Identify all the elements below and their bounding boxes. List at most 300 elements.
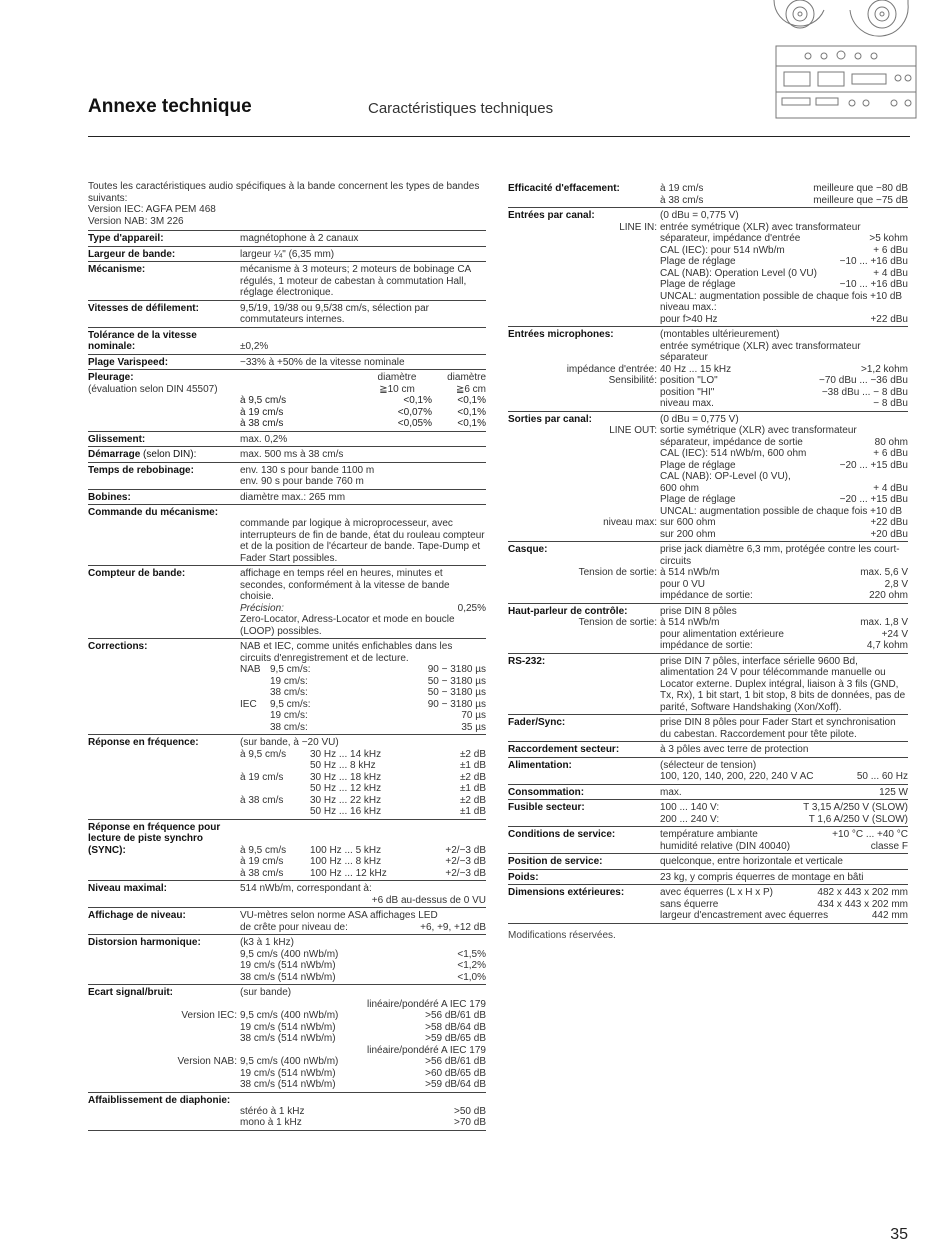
spec-power-supply	[508, 758, 908, 785]
headphones-row	[660, 567, 908, 579]
max-level-line-2: +6 dB au-dessus de 0 VU	[371, 894, 486, 906]
spec-value	[578, 544, 908, 602]
snr-nab-value: >59 dB/64 dB	[425, 1079, 486, 1090]
spec-value: prise DIN 8 pôles pour Fader Start et synchronisation du cabestan. Raccordement pour tête pilote.	[660, 717, 896, 740]
outputs-line-1: sortie symétrique (XLR) avec transformateur	[660, 425, 857, 436]
monitor-value: +24 V	[881, 628, 908, 640]
freq-row	[240, 749, 486, 761]
distortion-label: 19 cm/s (514 nWb/m)	[240, 960, 336, 971]
inputs-value: + 4 dBu	[873, 267, 908, 279]
mic-impedance-value: >1,2 kohm	[861, 363, 908, 375]
headphones-label: pour 0 VU	[660, 578, 706, 590]
erase-rows	[660, 183, 908, 206]
headphones-voltage-label: Tension de sortie:	[578, 567, 657, 578]
fuse-label: 100 ... 140 V:	[660, 802, 720, 813]
outputs-max-rows	[660, 517, 908, 540]
snr-iec	[181, 1010, 486, 1045]
snr-nab-label: Version NAB:	[177, 1056, 237, 1067]
outputs2-row	[660, 494, 908, 506]
level-display-values: +6, +9, +12 dB	[420, 921, 486, 933]
inputs-value: >5 kohm	[869, 233, 908, 244]
correction-row	[240, 699, 486, 711]
spec-value	[660, 760, 908, 783]
spec-label: Fader/Sync:	[508, 717, 566, 728]
freq-range: 50 Hz ... 12 kHz	[310, 783, 382, 794]
dimensions-rows	[660, 887, 908, 922]
conditions-row	[660, 841, 908, 853]
snr-iec-row	[240, 1022, 486, 1034]
correction-value: 70 µs	[461, 710, 486, 721]
spec-speeds	[88, 301, 486, 328]
crosstalk-row	[240, 1117, 486, 1129]
headphones-rows	[660, 567, 908, 602]
tape-recorder-illustration	[766, 0, 926, 122]
dimensions-label: largeur d'encastrement avec équerres	[660, 910, 829, 921]
dimensions-value: 434 x 443 x 202 mm	[817, 898, 908, 910]
wow-row	[88, 418, 486, 430]
spec-value	[660, 829, 908, 852]
crosstalk-rows	[240, 1106, 486, 1129]
wow-value-10cm: <0,05%	[397, 418, 432, 429]
wow-head-1b: ≧10 cm	[379, 383, 415, 395]
spec-varispeed	[88, 355, 486, 371]
spec-value	[240, 568, 486, 637]
correction-standard	[240, 710, 270, 722]
spec-label: Compteur de bande:	[88, 568, 186, 579]
consumption-value: 125 W	[879, 786, 908, 798]
spec-type	[88, 231, 486, 247]
spec-weight	[508, 870, 908, 886]
spec-inputs	[508, 208, 908, 327]
dimensions-label: avec équerres (L x H x P)	[660, 887, 774, 898]
mic-value: − 8 dBu	[873, 398, 908, 409]
wow-speed: à 19 cm/s	[240, 406, 284, 418]
correction-value: 90 − 3180 µs	[427, 664, 486, 675]
spec-value: max. 500 ms à 38 cm/s	[240, 449, 344, 460]
freq-tol: ±1 dB	[459, 806, 486, 817]
distortion-row	[240, 960, 486, 972]
freq-row	[240, 783, 486, 795]
headphones-row	[660, 579, 908, 591]
spec-label: Distorsion harmonique:	[88, 937, 201, 948]
wow-head-1: diamètre	[377, 372, 417, 383]
counter-precision	[240, 603, 486, 615]
wow-value-6cm: <0,1%	[457, 395, 486, 406]
mic-label: position "HI"	[660, 386, 715, 398]
outputs-label: séparateur, impédance de sortie	[660, 436, 803, 448]
spec-outputs	[508, 412, 908, 543]
mic-row	[660, 387, 908, 399]
erase-label: à 19 cm/s	[660, 183, 704, 194]
spec-speed-tolerance	[88, 328, 486, 355]
outputs-max-label: sur 600 ohm	[660, 517, 716, 528]
spec-value	[240, 883, 486, 906]
fuse-label: 200 ... 240 V:	[660, 813, 720, 825]
freq-range: 50 Hz ... 8 kHz	[310, 760, 376, 771]
wow-speed: à 9,5 cm/s	[240, 395, 287, 406]
mic-impedance-range: 40 Hz ... 15 kHz	[660, 363, 732, 375]
outputs-label: Plage de réglage	[660, 459, 736, 471]
counter-desc-2: Zero-Locator, Adress-Locator et mode en boucle (LOOP) possibles.	[240, 614, 455, 637]
monitor-value: 4,7 kohm	[866, 640, 908, 651]
freq-range: 50 Hz ... 16 kHz	[310, 806, 382, 817]
inputs-row	[660, 245, 908, 257]
spec-frequency-response	[88, 735, 486, 820]
freq-tol: ±1 dB	[459, 760, 486, 771]
mic-sensitivity-label: Sensibilité:	[608, 375, 657, 386]
spec-crosstalk	[88, 1093, 486, 1131]
freq-row	[240, 806, 486, 818]
spec-value: magnétophone à 2 canaux	[240, 233, 359, 244]
fuse-rows	[660, 802, 908, 825]
spec-label: Conditions de service:	[508, 829, 616, 840]
snr-iec-row	[240, 1033, 486, 1045]
freq-range: 30 Hz ... 18 kHz	[310, 771, 382, 783]
correction-standard	[240, 676, 270, 688]
freq-row	[240, 772, 486, 784]
header-rule	[88, 136, 910, 137]
correction-speed: 9,5 cm/s:	[270, 698, 311, 710]
inputs-label: CAL (NAB): Operation Level (0 VU)	[660, 267, 817, 279]
sync-speed: à 19 cm/s	[240, 856, 284, 867]
rewind-line-1: env. 130 s pour bande 1100 m	[240, 464, 375, 476]
mic-label: niveau max.	[660, 398, 714, 409]
power-line-1: (sélecteur de tension)	[660, 759, 757, 771]
inputs-value: −10 ... +16 dBu	[839, 256, 908, 267]
distortion-rows	[240, 949, 486, 984]
sync-range: 100 Hz ... 5 kHz	[310, 844, 382, 856]
sync-rows	[240, 845, 486, 880]
spec-value: largeur ¼" (6,35 mm)	[240, 248, 335, 260]
snr-nab-rows	[240, 1056, 486, 1091]
snr-weighting: linéaire/pondéré A IEC 179	[367, 998, 486, 1010]
outputs-row	[660, 460, 908, 472]
spec-dimensions	[508, 885, 908, 924]
wow-spacer	[88, 395, 240, 407]
spec-value	[177, 987, 486, 1091]
inputs-label: séparateur, impédance d'entrée	[660, 233, 801, 244]
spec-label: Glissement:	[88, 433, 146, 445]
outputs-value: 80 ohm	[874, 436, 908, 448]
monitor-row	[660, 640, 908, 652]
snr-iec-label: 9,5 cm/s (400 nWb/m)	[240, 1010, 339, 1021]
sync-speed: à 9,5 cm/s	[240, 844, 287, 856]
corrections-rows	[240, 664, 486, 733]
wow-speed: à 38 cm/s	[240, 418, 284, 429]
outputs2-value: + 4 dBu	[873, 482, 908, 494]
correction-standard	[240, 687, 270, 699]
spec-corrections	[88, 639, 486, 735]
corrections-desc: NAB et IEC, comme unités enfichables dans les circuits d'enregistrement et de lecture.	[240, 641, 453, 664]
erase-row	[660, 183, 908, 195]
wow-value-6cm: <0,1%	[457, 418, 486, 429]
spec-label: Pleurage:	[88, 372, 134, 383]
freq-range: 30 Hz ... 14 kHz	[310, 748, 382, 760]
outputs-head: (0 dBu = 0,775 V)	[660, 413, 739, 425]
inputs-row	[660, 268, 908, 280]
distortion-row	[240, 949, 486, 961]
level-display-line-2: de crête pour niveau de:	[240, 921, 348, 933]
spec-label: Réponse en fréquence:	[88, 737, 199, 748]
correction-value: 90 − 3180 µs	[427, 698, 486, 710]
erase-value: meilleure que −75 dB	[813, 194, 908, 206]
spec-value: ±0,2%	[240, 340, 269, 352]
spec-value	[660, 787, 908, 799]
wow-value-6cm: <0,1%	[457, 406, 486, 418]
inputs-row	[660, 256, 908, 268]
mic-label: position "LO"	[660, 375, 718, 386]
outputs2-value: −20 ... +15 dBu	[839, 494, 908, 505]
spec-mic-inputs	[508, 327, 908, 412]
spec-fuse	[508, 800, 908, 827]
correction-standard: IEC	[240, 698, 257, 710]
counter-desc: affichage en temps réel en heures, minutes et secondes, conformément à la vitesse de bande choisie.	[240, 568, 450, 602]
spec-value	[240, 465, 486, 488]
correction-standard	[240, 722, 270, 734]
spec-label: Mécanisme:	[88, 264, 146, 275]
wow-value-10cm: <0,07%	[397, 406, 432, 418]
freq-speed	[240, 806, 310, 818]
spec-label: Plage Varispeed:	[88, 356, 169, 368]
conditions-value: +10 °C ... +40 °C	[832, 829, 908, 840]
sync-row	[240, 868, 486, 880]
spec-value: à 3 pôles avec terre de protection	[660, 744, 809, 755]
precision-value: 0,25%	[457, 602, 486, 614]
snr-iec-label: Version IEC:	[181, 1010, 237, 1021]
conditions-label: humidité relative (DIN 40040)	[660, 840, 791, 852]
monitor-rows	[660, 617, 908, 652]
conditions-value: classe F	[870, 840, 908, 852]
spec-label: Largeur de bande:	[88, 248, 176, 260]
erase-label: à 38 cm/s	[660, 194, 704, 206]
freq-tol: ±2 dB	[459, 748, 486, 760]
outputs2-label: Plage de réglage	[660, 494, 736, 505]
precision-label: Précision:	[240, 602, 284, 614]
spec-label: Entrées microphones:	[508, 329, 614, 340]
correction-row	[240, 664, 486, 676]
dimensions-value: 482 x 443 x 202 mm	[817, 887, 908, 898]
wow-spacer	[88, 407, 240, 419]
spec-label: Bobines:	[88, 491, 131, 503]
sync-tol: +2/−3 dB	[445, 844, 486, 856]
snr-nab-label: 9,5 cm/s (400 nWb/m)	[240, 1056, 339, 1067]
headphones-line-1: prise jack diamètre 6,3 mm, protégée contre les court-circuits	[660, 544, 900, 567]
spec-value	[240, 737, 486, 818]
freq-head: (sur bande, à −20 VU)	[240, 737, 339, 748]
spec-value: 23 kg, y compris équerres de montage en bâti	[660, 871, 864, 883]
outputs-max-value: +22 dBu	[870, 517, 908, 528]
inputs-freq: pour f>40 Hz	[660, 313, 718, 325]
wow-col-head-1	[362, 372, 432, 395]
spec-level-display	[88, 908, 486, 935]
mic-head: (montables ultérieurement)	[660, 329, 780, 340]
spec-label: Niveau maximal:	[88, 883, 167, 894]
freq-tol: ±1 dB	[459, 783, 486, 794]
page-number: 35	[890, 1226, 908, 1243]
correction-speed: 19 cm/s:	[270, 675, 308, 687]
snr-iec-value: >56 dB/61 dB	[425, 1010, 486, 1021]
spec-value	[566, 329, 908, 410]
page-subtitle: Caractéristiques techniques	[368, 100, 554, 117]
spec-tape-width	[88, 247, 486, 263]
spec-label: Dimensions extérieures:	[508, 887, 625, 898]
wow-row	[88, 395, 486, 407]
headphones-label: impédance de sortie:	[660, 590, 753, 601]
crosstalk-value: >70 dB	[454, 1117, 486, 1128]
outputs-row	[660, 437, 908, 449]
monitor-label: impédance de sortie:	[660, 640, 753, 651]
page-title: Annexe technique	[88, 96, 252, 117]
snr-iec-value: >59 dB/65 dB	[425, 1033, 486, 1044]
spec-label: Entrées par canal:	[508, 210, 595, 221]
spec-value: quelconque, entre horizontale et verticale	[660, 856, 843, 867]
snr-weighting-2: linéaire/pondéré A IEC 179	[367, 1044, 486, 1056]
inputs-label: CAL (IEC): pour 514 nWb/m	[660, 244, 785, 256]
spec-label: Corrections:	[88, 641, 148, 652]
snr-iec-rows	[240, 1010, 486, 1045]
snr-iec-row	[240, 1010, 486, 1022]
monitor-label: pour alimentation extérieure	[660, 628, 784, 640]
spec-control	[88, 505, 486, 566]
crosstalk-value: >50 dB	[454, 1105, 486, 1117]
distortion-value: <1,5%	[457, 948, 486, 960]
snr-nab-row	[240, 1068, 486, 1080]
spec-value: 9,5/19, 19/38 ou 9,5/38 cm/s, sélection par commutateurs internes.	[240, 302, 430, 325]
outputs-max-label: sur 200 ohm	[660, 528, 716, 540]
freq-speed	[240, 760, 310, 772]
freq-row	[240, 795, 486, 807]
sync-tol: +2/−3 dB	[445, 867, 486, 879]
wow-rows	[88, 395, 486, 430]
erase-row	[660, 195, 908, 207]
spec-operating-conditions	[508, 827, 908, 854]
headphones-value: 220 ohm	[869, 590, 908, 601]
spec-value	[660, 887, 908, 922]
spec-wow	[88, 370, 486, 432]
crosstalk-label: stéréo à 1 kHz	[240, 1105, 305, 1117]
spec-label: Haut-parleur de contrôle:	[508, 605, 628, 617]
spec-label: Affaiblissement de diaphonie:	[88, 1094, 231, 1106]
spec-label: Position de service:	[508, 856, 603, 867]
spec-label: Poids:	[508, 871, 539, 883]
snr-nab-label: 38 cm/s (514 nWb/m)	[240, 1079, 336, 1090]
rewind-line-2: env. 90 s pour bande 760 m	[240, 476, 364, 487]
inputs-label: Plage de réglage	[660, 256, 736, 267]
fuse-value: T 1,6 A/250 V (SLOW)	[808, 813, 908, 825]
snr-nab	[177, 1056, 486, 1091]
snr-nab-value: >60 dB/65 dB	[425, 1067, 486, 1079]
monitor-line-1: prise DIN 8 pôles	[660, 605, 737, 617]
spec-value	[578, 605, 908, 652]
snr-iec-label: 19 cm/s (514 nWb/m)	[240, 1021, 336, 1033]
wow-value-10cm: <0,1%	[403, 395, 432, 406]
line-in-label: LINE IN:	[619, 221, 657, 233]
crosstalk-label: mono à 1 kHz	[240, 1117, 302, 1128]
spec-fader-sync	[508, 715, 908, 742]
intro-line-3: Version NAB: 3M 226	[88, 215, 184, 227]
correction-row	[240, 676, 486, 688]
spec-label: Commande du mécanisme:	[88, 507, 219, 518]
spec-label: Efficacité d'effacement:	[508, 183, 620, 194]
intro-text	[88, 181, 486, 231]
sync-tol: +2/−3 dB	[445, 856, 486, 867]
freq-tol: ±2 dB	[459, 794, 486, 806]
outputs-row	[660, 448, 908, 460]
spec-mains-connection	[508, 742, 908, 758]
inputs-uncal: UNCAL: augmentation possible de chaque fois +10 dB niveau max.:	[660, 290, 903, 313]
monitor-value: max. 1,8 V	[860, 617, 908, 628]
correction-row	[240, 710, 486, 722]
spec-monitor-speaker	[508, 604, 908, 654]
sync-range: 100 Hz ... 8 kHz	[310, 856, 382, 867]
line-out-label: LINE OUT:	[609, 425, 657, 436]
spec-value	[240, 937, 486, 983]
mic-line-1: entrée symétrique (XLR) avec transformateur séparateur	[660, 340, 861, 363]
snr-iec-label: 38 cm/s (514 nWb/m)	[240, 1033, 336, 1044]
snr-head: (sur bande)	[240, 987, 292, 998]
spec-sub-label: (évaluation selon DIN 45507)	[88, 383, 218, 395]
mic-value: −38 dBu ... − 8 dBu	[821, 386, 908, 398]
spec-consumption	[508, 785, 908, 801]
snr-nab-row	[240, 1056, 486, 1068]
spec-headphones	[508, 542, 908, 604]
intro-line-2: Version IEC: AGFA PEM 468	[88, 204, 216, 215]
sync-row	[240, 845, 486, 857]
spec-reels	[88, 490, 486, 506]
spec-label-main: Démarrage	[88, 449, 141, 460]
outputs-uncal: UNCAL: augmentation possible de chaque fois +10 dB	[660, 505, 903, 517]
spec-slip	[88, 432, 486, 448]
mic-value: −70 dBu ... −36 dBu	[819, 375, 908, 386]
outputs-label: CAL (IEC): 514 nWb/m, 600 ohm	[660, 448, 807, 459]
crosstalk-row	[240, 1106, 486, 1118]
headphones-row	[660, 590, 908, 602]
correction-value: 50 − 3180 µs	[427, 687, 486, 698]
outputs-value: + 6 dBu	[873, 448, 908, 459]
spec-sync-response	[88, 820, 486, 882]
inputs-row	[660, 233, 908, 245]
mic-rows	[660, 375, 908, 410]
snr-iec-value: >58 dB/64 dB	[425, 1021, 486, 1033]
spec-value: −33% à +50% de la vitesse nominale	[240, 356, 405, 368]
inputs-value: + 6 dBu	[873, 244, 908, 256]
spec-value: mécanisme à 3 moteurs; 2 moteurs de bobinage CA régulés, 1 moteur de cabestan à commutation Hall, réglage électronique.	[240, 264, 471, 298]
spec-erase	[508, 181, 908, 208]
conditions-rows	[660, 829, 908, 852]
spec-distortion	[88, 935, 486, 985]
correction-speed: 38 cm/s:	[270, 721, 308, 733]
monitor-row	[660, 629, 908, 641]
distortion-row	[240, 972, 486, 984]
outputs-line-2: CAL (NAB): OP-Level (0 VU),	[660, 471, 791, 482]
wow-head-2: diamètre	[447, 372, 486, 383]
spec-rs232	[508, 654, 908, 716]
inputs-freq-value: +22 dBu	[870, 313, 908, 325]
conditions-row	[660, 829, 908, 841]
spec-value	[603, 413, 908, 541]
power-frequency: 50 ... 60 Hz	[856, 771, 908, 782]
outputs-max-row	[660, 517, 908, 529]
spec-operating-position	[508, 854, 908, 870]
consumption-label: max.	[660, 786, 682, 798]
dimensions-row	[660, 899, 908, 911]
correction-speed: 19 cm/s:	[270, 710, 308, 721]
spec-value: commande par logique à microprocesseur, avec interrupteurs de fin de bande, état du rouleau compteur et de la position de l'écarteur de bande. Tape-Dump et Fader Start possibles.	[240, 518, 485, 564]
conditions-label: température ambiante	[660, 829, 758, 840]
freq-tol: ±2 dB	[459, 771, 486, 783]
inputs-rows	[660, 233, 908, 291]
mic-row	[660, 398, 908, 410]
